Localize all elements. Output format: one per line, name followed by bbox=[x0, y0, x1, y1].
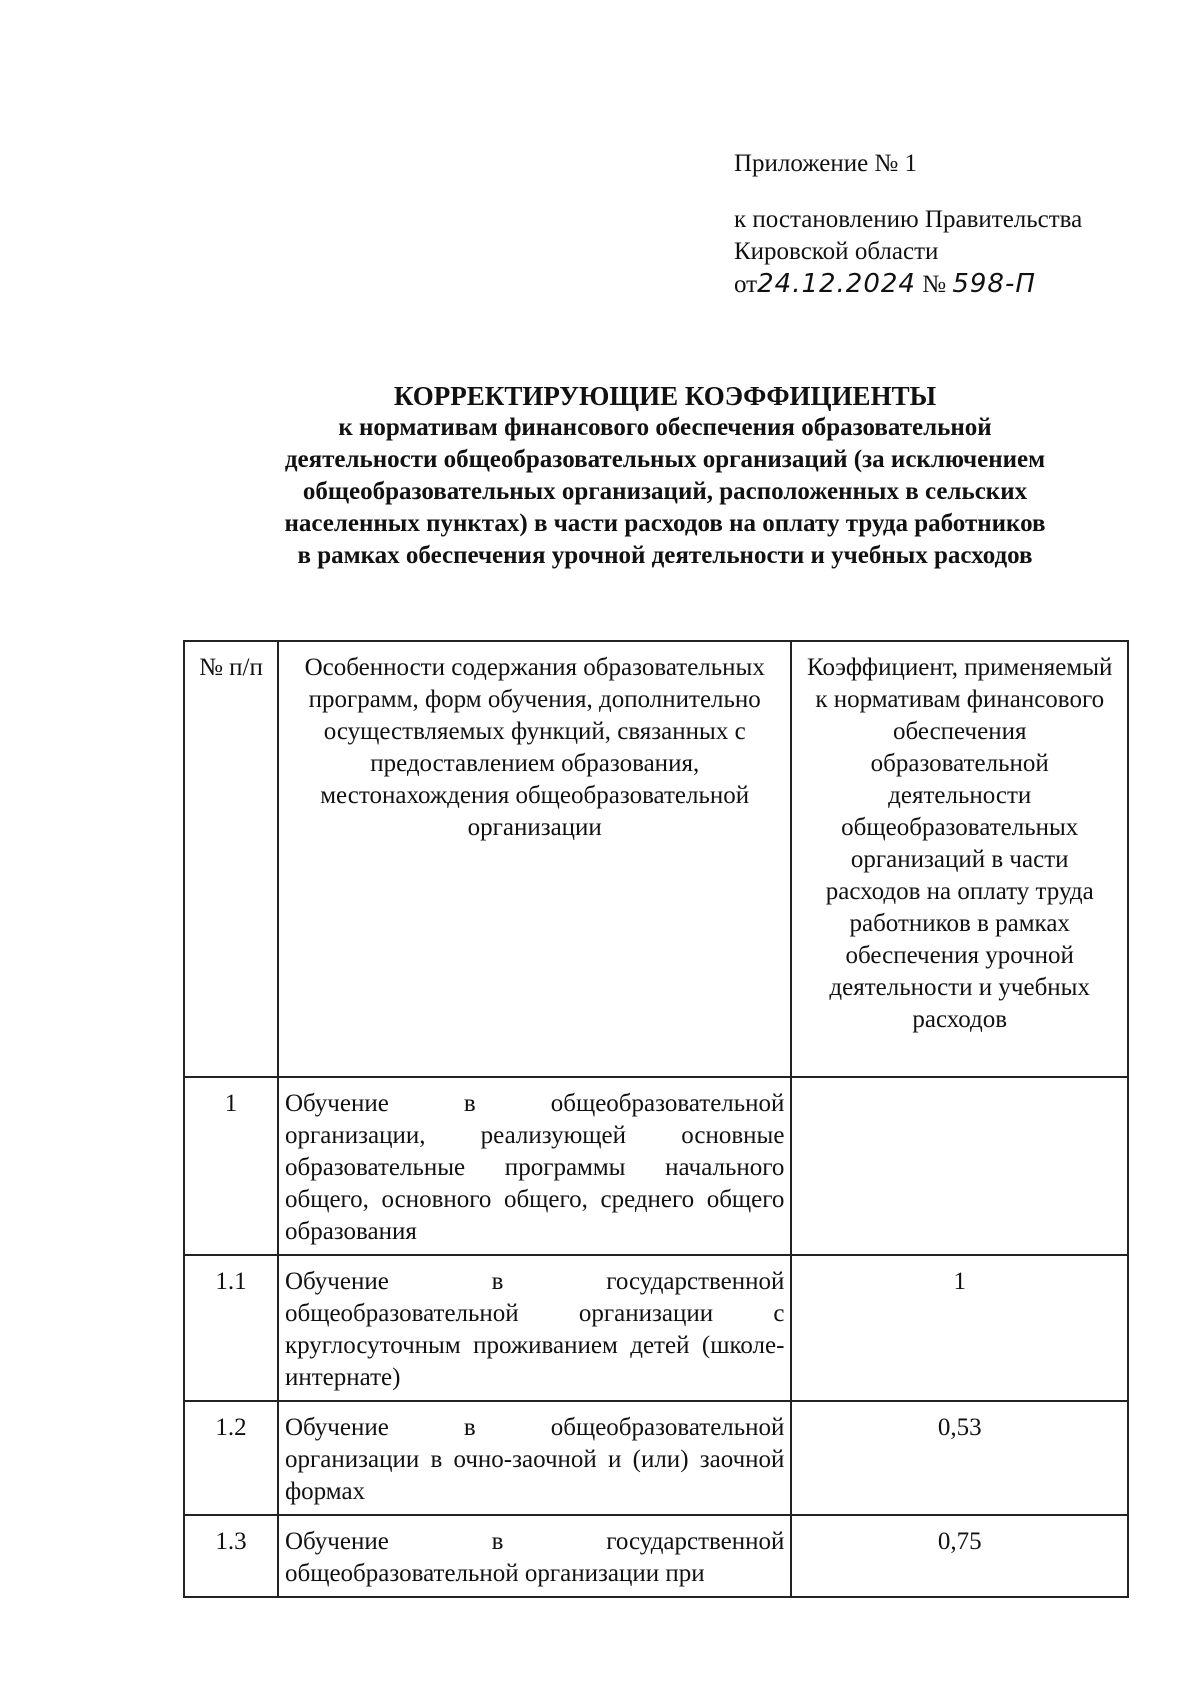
heading-line-3: общеобразовательных организаций, расположенных в сельских bbox=[302, 478, 1028, 505]
row-coefficient: 1 bbox=[791, 1255, 1128, 1401]
row-coefficient bbox=[791, 1077, 1128, 1255]
appendix-block bbox=[734, 148, 1082, 301]
row-number: 1 bbox=[184, 1077, 278, 1255]
document-heading bbox=[140, 380, 1190, 572]
table-header-row bbox=[184, 641, 1128, 1077]
appendix-title: Приложение № 1 bbox=[734, 150, 918, 177]
heading-line-4: населенных пунктах) в части расходов на оплату труда работников bbox=[284, 510, 1046, 537]
handwritten-date: 24.12.2024 bbox=[757, 269, 916, 299]
header-description-text: Особенности содержания образовательных программ, форм обучения, дополнительно осуществляемых функций, связанных с предоставлением образования, местонахождения общеобразовательной организации bbox=[304, 654, 765, 841]
date-prefix: от bbox=[734, 271, 758, 298]
appendix-line-region: Кировской области bbox=[734, 238, 939, 265]
heading-line-5: в рамках обеспечения урочной деятельности и учебных расходов bbox=[297, 542, 1033, 569]
heading-title: КОРРЕКТИРУЮЩИЕ КОЭФФИЦИЕНТЫ bbox=[393, 381, 937, 411]
heading-line-1: к нормативам финансового обеспечения образовательной bbox=[338, 414, 992, 441]
row-number: 1.3 bbox=[184, 1515, 278, 1597]
header-number-text: № п/п bbox=[199, 654, 263, 681]
row-description: Обучение в государственной общеобразовательной организации с круглосуточным проживанием детей (школе-интернате) bbox=[278, 1255, 791, 1401]
appendix-line-decree: к постановлению Правительства bbox=[734, 206, 1083, 233]
header-number bbox=[184, 641, 278, 1077]
heading-line-2: деятельности общеобразовательных организаций (за исключением bbox=[284, 446, 1046, 473]
header-coefficient-text: Коэффициент, применяемый к нормативам финансового обеспечения образовательной деятельности общеобразовательных организаций в части расходов на оплату труда работников в рамках обеспечения урочной деятельности и учебных расходов bbox=[807, 654, 1113, 1033]
appendix-date-line bbox=[734, 268, 1082, 301]
row-coefficient: 0,53 bbox=[791, 1401, 1128, 1515]
row-description: Обучение в общеобразовательной организации, реализующей основные образовательные программы начального общего, основного общего, среднего общего образования bbox=[278, 1077, 791, 1255]
row-description: Обучение в государственной общеобразовательной организации при bbox=[278, 1515, 791, 1597]
header-coefficient bbox=[791, 641, 1128, 1077]
number-prefix: № bbox=[922, 271, 947, 298]
row-number: 1.1 bbox=[184, 1255, 278, 1401]
row-number: 1.2 bbox=[184, 1401, 278, 1515]
header-description bbox=[278, 641, 791, 1077]
table-row bbox=[184, 1515, 1128, 1597]
table-row bbox=[184, 1077, 1128, 1255]
coefficients-table bbox=[183, 640, 1129, 1598]
row-description: Обучение в общеобразовательной организации в очно-заочной и (или) заочной формах bbox=[278, 1401, 791, 1515]
row-coefficient: 0,75 bbox=[791, 1515, 1128, 1597]
table-row bbox=[184, 1401, 1128, 1515]
handwritten-number: 598-П bbox=[952, 269, 1036, 299]
table-row bbox=[184, 1255, 1128, 1401]
